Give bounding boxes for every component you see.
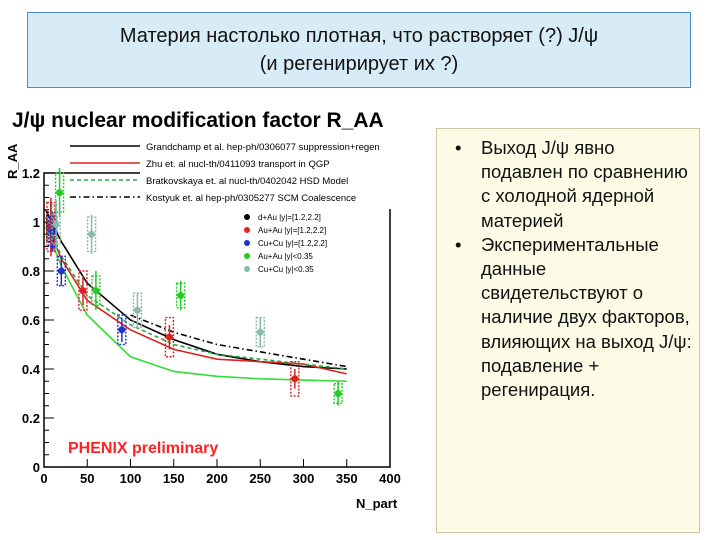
x-tick-label: 0: [40, 471, 48, 486]
data-point: [88, 231, 95, 238]
notes-panel: [436, 128, 700, 533]
model-legend-label: Grandchamp et al. hep-ph/0306077 suppression+regen: [146, 142, 380, 153]
x-tick-label: 400: [379, 471, 401, 486]
data-legend-label: Cu+Cu |y|<0.35: [258, 265, 314, 274]
y-tick-label: 0.4: [21, 362, 40, 377]
data-point: [92, 287, 99, 294]
raa-chart: [0, 94, 436, 540]
data-legend-marker: [244, 240, 250, 246]
x-tick-label: 50: [80, 471, 95, 486]
data-legend-marker: [244, 214, 250, 220]
x-tick-label: 300: [292, 471, 315, 486]
data-point: [166, 334, 173, 341]
data-point: [335, 390, 342, 397]
slide-title-line2: (и регенирирует их ?): [259, 53, 459, 75]
model-legend-label: Kostyuk et. al hep-ph/0305277 SCM Coalescence: [146, 193, 357, 204]
y-tick-label: 0: [32, 460, 40, 475]
data-point: [134, 307, 141, 314]
y-tick-label: 1: [32, 215, 40, 230]
data-legend-label: Au+Au |y|=[1.2,2.2]: [258, 226, 327, 235]
x-tick-label: 100: [119, 471, 142, 486]
data-point: [257, 329, 264, 336]
data-point: [79, 287, 86, 294]
data-legend-label: Cu+Cu |y|=[1.2,2.2]: [258, 239, 328, 248]
bullet-suppression: • Выход J/ψ явно подавлен по сравнению с холодной ядерной материей: [481, 136, 693, 233]
y-tick-label: 0.8: [21, 264, 40, 279]
data-legend-marker: [244, 266, 250, 272]
chart-title: J/ψ nuclear modification factor R_AA: [12, 109, 384, 132]
model-legend-label: Bratkovskaya et. al nucl-th/0402042 HSD Model: [146, 176, 349, 187]
x-tick-label: 350: [335, 471, 358, 486]
y-tick-label: 1.2: [21, 166, 40, 181]
y-tick-label: 0.6: [21, 313, 40, 328]
x-tick-label: 150: [162, 471, 185, 486]
model-legend-label: Zhu et. al nucl-th/0411093 transport in QGP: [146, 159, 330, 170]
y-tick-label: 0.2: [21, 411, 40, 426]
y-axis-label: R_AA: [5, 143, 20, 179]
data-legend-label: Au+Au |y|<0.35: [258, 252, 313, 261]
x-tick-label: 200: [206, 471, 228, 486]
data-legend-label: d+Au |y|=[1.2,2.2]: [258, 213, 321, 222]
phenix-watermark: PHENIX preliminary: [68, 440, 219, 457]
bullet-two-factors: • Экспериментальные данные свидетельствуют о наличие двух факторов, влияющих на выход J/ψ: подавление + регенирация.: [481, 233, 693, 402]
data-point: [53, 221, 60, 228]
data-point: [118, 326, 125, 333]
model-curve: [131, 315, 347, 366]
data-legend-marker: [244, 253, 250, 259]
data-point: [56, 189, 63, 196]
data-legend-marker: [244, 227, 250, 233]
x-axis-label: N_part: [356, 496, 398, 511]
data-point: [291, 375, 298, 382]
slide-title-line1: Материя настолько плотная, что растворяет (?) J/ψ: [119, 25, 599, 47]
slide-title: [27, 12, 691, 88]
data-point: [177, 292, 184, 299]
x-tick-label: 250: [249, 471, 272, 486]
data-point: [58, 268, 65, 275]
